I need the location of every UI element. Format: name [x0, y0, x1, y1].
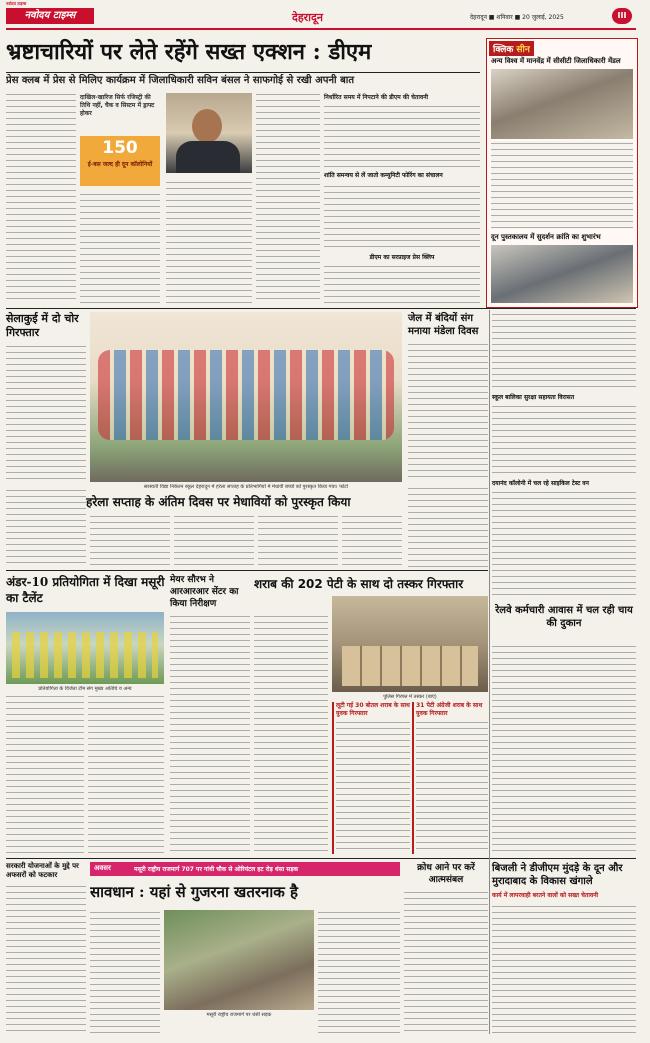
road-photo: [164, 910, 314, 1010]
click-box: [486, 38, 638, 308]
arrest-headline: लूटी गई 30 बोतल शराब के साथ युवक गिरफ्तार: [336, 702, 410, 717]
railway-body: [492, 644, 636, 854]
students-row: [98, 350, 394, 440]
click-box-body-1: [491, 141, 633, 229]
right-col-body-1: [492, 312, 636, 390]
sawdhaan-subtag: मसूरी राष्ट्रीय राजमार्ग 707 पर गांधी चौक से ओरियंटल हट रोड़ धंसा सड़क: [134, 866, 299, 873]
right-col-body-3: [492, 490, 636, 600]
police-photo-caption: पुलिस गिरफ्त में तस्कर (बाएं): [383, 694, 437, 700]
under10-body-1: [6, 694, 84, 854]
sarkari-body: [6, 884, 86, 1034]
krodh-headline: क्रोध आने पर करें आत्मसंबल: [417, 863, 475, 885]
selakui-body: [6, 344, 86, 484]
stat-text: ई-बस जल्द ही दून कॉलोनियों: [87, 161, 153, 168]
jail-headline: जेल में बंदियों संग मनाया मंडेला दिवस: [408, 313, 479, 337]
road-photo-caption: मसूरी राष्ट्रीय राजमार्ग पर धंसी सड़क: [206, 1012, 272, 1018]
mayor-body-1: [170, 614, 250, 854]
dm-photo: [166, 93, 252, 173]
lead-body-col6: [324, 184, 480, 250]
lead-pull-quote: दाखिल-खारिज सिर्फ रजिस्ट्री की तिथि नहीं, चैक व सिस्टम में ड्राफ्ट होकर: [80, 94, 155, 117]
masthead-rule: [6, 28, 636, 30]
masthead-small-logo: नवोदय टाइम्स: [6, 1, 27, 6]
police-photo: [332, 596, 488, 692]
under10-players: [12, 632, 158, 678]
aarthik-body: [416, 720, 488, 854]
lead-body-col3: [166, 180, 252, 304]
right-col-body-2: [492, 404, 636, 476]
lead-headline: भ्रष्टाचारियों पर लेते रहेंगे सख्त एक्शन : डीएम: [6, 39, 372, 65]
masthead-section: देहरादून: [292, 11, 323, 24]
lead-body-col4: [256, 92, 320, 304]
click-box-headline-1: अन्य विश्व में मानवेंद्र में सीसीटी जिलाधिकारी मेंडल: [491, 57, 621, 65]
harela-body-4: [342, 514, 402, 568]
aarthik-box: [412, 702, 490, 854]
dm-photo-body: [176, 141, 240, 173]
lead-mid-quote: निर्धारित समय में निपटाने की डीएम की चेतावनी: [324, 94, 429, 101]
bijli-subhead: कार्य में लापरवाही बरतने वालों को सख्त चेतावनी: [492, 892, 599, 899]
lead-body-col1: [6, 92, 76, 304]
lead-body-col2: [80, 192, 160, 304]
sawdhaan-tag-strip: [90, 862, 400, 876]
band2-divider: [6, 308, 636, 309]
click-box-label-text2: सीन: [516, 45, 530, 55]
under10-photo: [6, 612, 164, 684]
jail-body-2: [408, 486, 488, 568]
arrest-box: [332, 702, 412, 854]
selakui-headline: सेलाकुई में दो चोर गिरफ्तार: [6, 312, 79, 339]
harela-body-3: [258, 514, 338, 568]
stat-box: [80, 136, 160, 186]
harela-body-1: [90, 514, 170, 568]
lead-body-col5: [324, 104, 480, 170]
stat-number: 150: [102, 138, 138, 158]
under10-body-2: [88, 694, 164, 854]
mayor-headline: मेयर सौरभ ने आरआरआर सेंटर का किया निरीक्षण: [170, 575, 239, 609]
safety-headline: स्कूल बालिका सुरक्षा सहायता विरासत: [492, 394, 575, 401]
sawdhaan-tag: अवसर: [94, 864, 111, 872]
page-number: III: [612, 8, 632, 24]
sawdhaan-body-1: [90, 910, 160, 1034]
band4-divider: [6, 858, 636, 859]
masthead: [0, 0, 650, 30]
lead-subhead: प्रेस क्लब में प्रेस से मिलिए कार्यक्रम में जिलाधिकारी सविन बंसल ने साफगोई से रखी अपनी बात: [6, 75, 355, 86]
lead-mid-heading-2: डीएम का सरप्राइज प्रेस क्लिप: [369, 254, 435, 261]
arrest-body: [336, 720, 410, 854]
band3-divider: [6, 570, 488, 571]
lead-divider: [6, 72, 480, 73]
click-box-label: [489, 41, 534, 56]
click-box-photo-2: [491, 245, 633, 303]
under10-headline: अंडर-10 प्रतियोगिता में दिखा मसूरी का टैलेंट: [6, 575, 165, 605]
police-boxes: [342, 646, 478, 686]
harela-body-2: [174, 514, 254, 568]
krodh-body: [404, 890, 488, 1034]
harela-headline: हरेला सप्ताह के अंतिम दिवस पर मेधावियों को पुरस्कृत किया: [86, 495, 351, 509]
selakui-body-2: [6, 488, 86, 566]
jail-body: [408, 342, 488, 482]
masthead-date: देहरादून ■ शनिवार ■ 20 जुलाई, 2025: [470, 14, 564, 21]
sawdhaan-body-2: [318, 910, 400, 1034]
under10-caption: प्रतियोगिता के विजेता टीम संग मुख्य अतिथि व अन्य: [38, 686, 132, 692]
click-box-photo-1: [491, 69, 633, 139]
aarthik-headline: 31 पेटी अंग्रेजी शराब के साथ युवक गिरफ्तार: [416, 702, 483, 717]
lead-mid-heading-1: शांति समन्वय से लें जातो कम्युनिटी फोरिंग का संचालन: [324, 172, 443, 179]
dm-photo-face: [192, 109, 222, 143]
bijli-body: [492, 904, 636, 1034]
sharab-headline: शराब की 202 पेटी के साथ दो तस्कर गिरफ्तार: [254, 577, 464, 591]
sarkari-headline: सरकारी योजनाओं के मुद्दे पर अफसरों को फटकार: [6, 862, 79, 879]
sawdhaan-headline: सावधान : यहां से गुजरना खतरनाक है: [90, 883, 298, 901]
mayor-body-2: [254, 614, 328, 854]
dayanand-headline: दयानंद कॉलोनी में चल रहे साइकिल टेस्ट वन: [492, 480, 589, 487]
column-rule-right: [489, 310, 490, 1034]
bijli-headline: बिजली ने डीजीएम मुंदड़े के दून और मुरादाबाद के विकास खंगाले: [492, 863, 623, 887]
students-photo-caption: सरस्वती विद्या निकेतन स्कूल देहरादून में हरेला सप्ताह के प्रतिभागियों में मेधावी बच्चों को पुरस्कृत किया गया। फोटो: [143, 484, 349, 490]
students-photo: [90, 312, 402, 482]
masthead-logo: नवोदय टाइम्स: [6, 8, 94, 24]
railway-headline: रेलवे कर्मचारी आवास में चल रही चाय की दुकान: [495, 605, 633, 629]
click-box-label-text: क्लिक: [493, 45, 514, 55]
lead-body-col7: [324, 264, 480, 304]
click-box-headline-2: दून पुस्तकालय में सुदर्शन क्रांति का शुभारंभ: [491, 233, 601, 241]
